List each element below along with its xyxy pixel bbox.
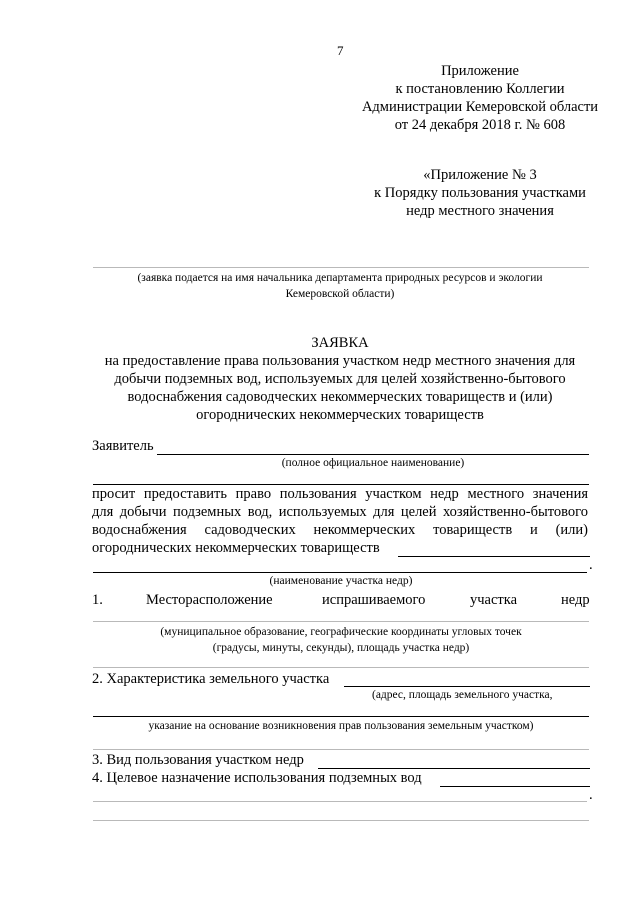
page-number: 7 [337, 43, 344, 58]
appendix3-header-line: «Приложение № 3 [423, 167, 537, 183]
location-field[interactable] [93, 621, 589, 622]
appendix-header-line: к постановлению Коллегии [395, 81, 565, 97]
title-line: на предоставление права пользования участком недр местного значения для [104, 353, 576, 369]
location-caption: (муниципальное образование, географические координаты угловых точек [160, 626, 522, 638]
item1-label: участка [470, 592, 518, 608]
applicant-label: Заявитель [92, 438, 154, 454]
item1-label: недр [561, 592, 590, 608]
request-line-end: . [589, 557, 593, 573]
addressee-line [93, 267, 589, 268]
request-line: просит предоставить право пользования участком недр местного значения [92, 486, 588, 502]
applicant-caption: (полное официальное наименование) [281, 457, 465, 469]
land-plot-field-3[interactable] [93, 749, 589, 750]
item3-label: 3. Вид пользования участком недр [92, 752, 304, 768]
land-plot-caption: (адрес, площадь земельного участка, [372, 689, 553, 701]
land-plot-caption: указание на основание возникновения прав пользования земельным участком) [148, 720, 534, 732]
item2-label: 2. Характеристика земельного участка [92, 671, 330, 687]
appendix-header-line: от 24 декабря 2018 г. № 608 [394, 117, 566, 133]
item4-label: 4. Целевое назначение использования подземных вод [92, 770, 422, 786]
plot-name-field[interactable] [398, 556, 590, 557]
water-purpose-field-2[interactable] [93, 801, 587, 802]
title-line: добычи подземных вод, используемых для целей хозяйственно-бытового [114, 371, 566, 387]
water-purpose-field-3[interactable] [93, 820, 589, 821]
appendix-header-line: Приложение [441, 63, 519, 79]
title-line: водоснабжения садоводческих некоммерческих товариществ и (или) [127, 389, 553, 405]
land-plot-field-2[interactable] [93, 716, 589, 717]
title-line: огороднических некоммерческих товариществ [196, 407, 484, 423]
request-line: для добычи подземных вод, используемых для целей хозяйственно-бытового [92, 504, 588, 520]
location-caption: (градусы, минуты, секунды), площадь участка недр) [212, 642, 470, 654]
request-line: водоснабжения садоводческих некоммерческих товариществ и (или) [92, 522, 588, 538]
appendix3-header-line: к Порядку пользования участками [374, 185, 586, 201]
appendix-header-line: Администрации Кемеровской области [361, 99, 599, 115]
item4-line-end: . [589, 787, 593, 803]
item1-number: 1. [92, 592, 103, 608]
document-title: ЗАЯВКА [311, 335, 369, 351]
submission-note: Кемеровской области) [285, 288, 395, 300]
plot-name-caption: (наименование участка недр) [269, 575, 413, 587]
location-field-2[interactable] [93, 667, 589, 668]
appendix3-header-line: недр местного значения [406, 203, 554, 219]
item1-label: испрашиваемого [322, 592, 426, 608]
submission-note: (заявка подается на имя начальника департамента природных ресурсов и экологии [137, 272, 543, 284]
item1-label: Месторасположение [146, 592, 273, 608]
water-purpose-field[interactable] [440, 786, 590, 787]
request-line: огороднических некоммерческих товариществ [92, 540, 380, 556]
